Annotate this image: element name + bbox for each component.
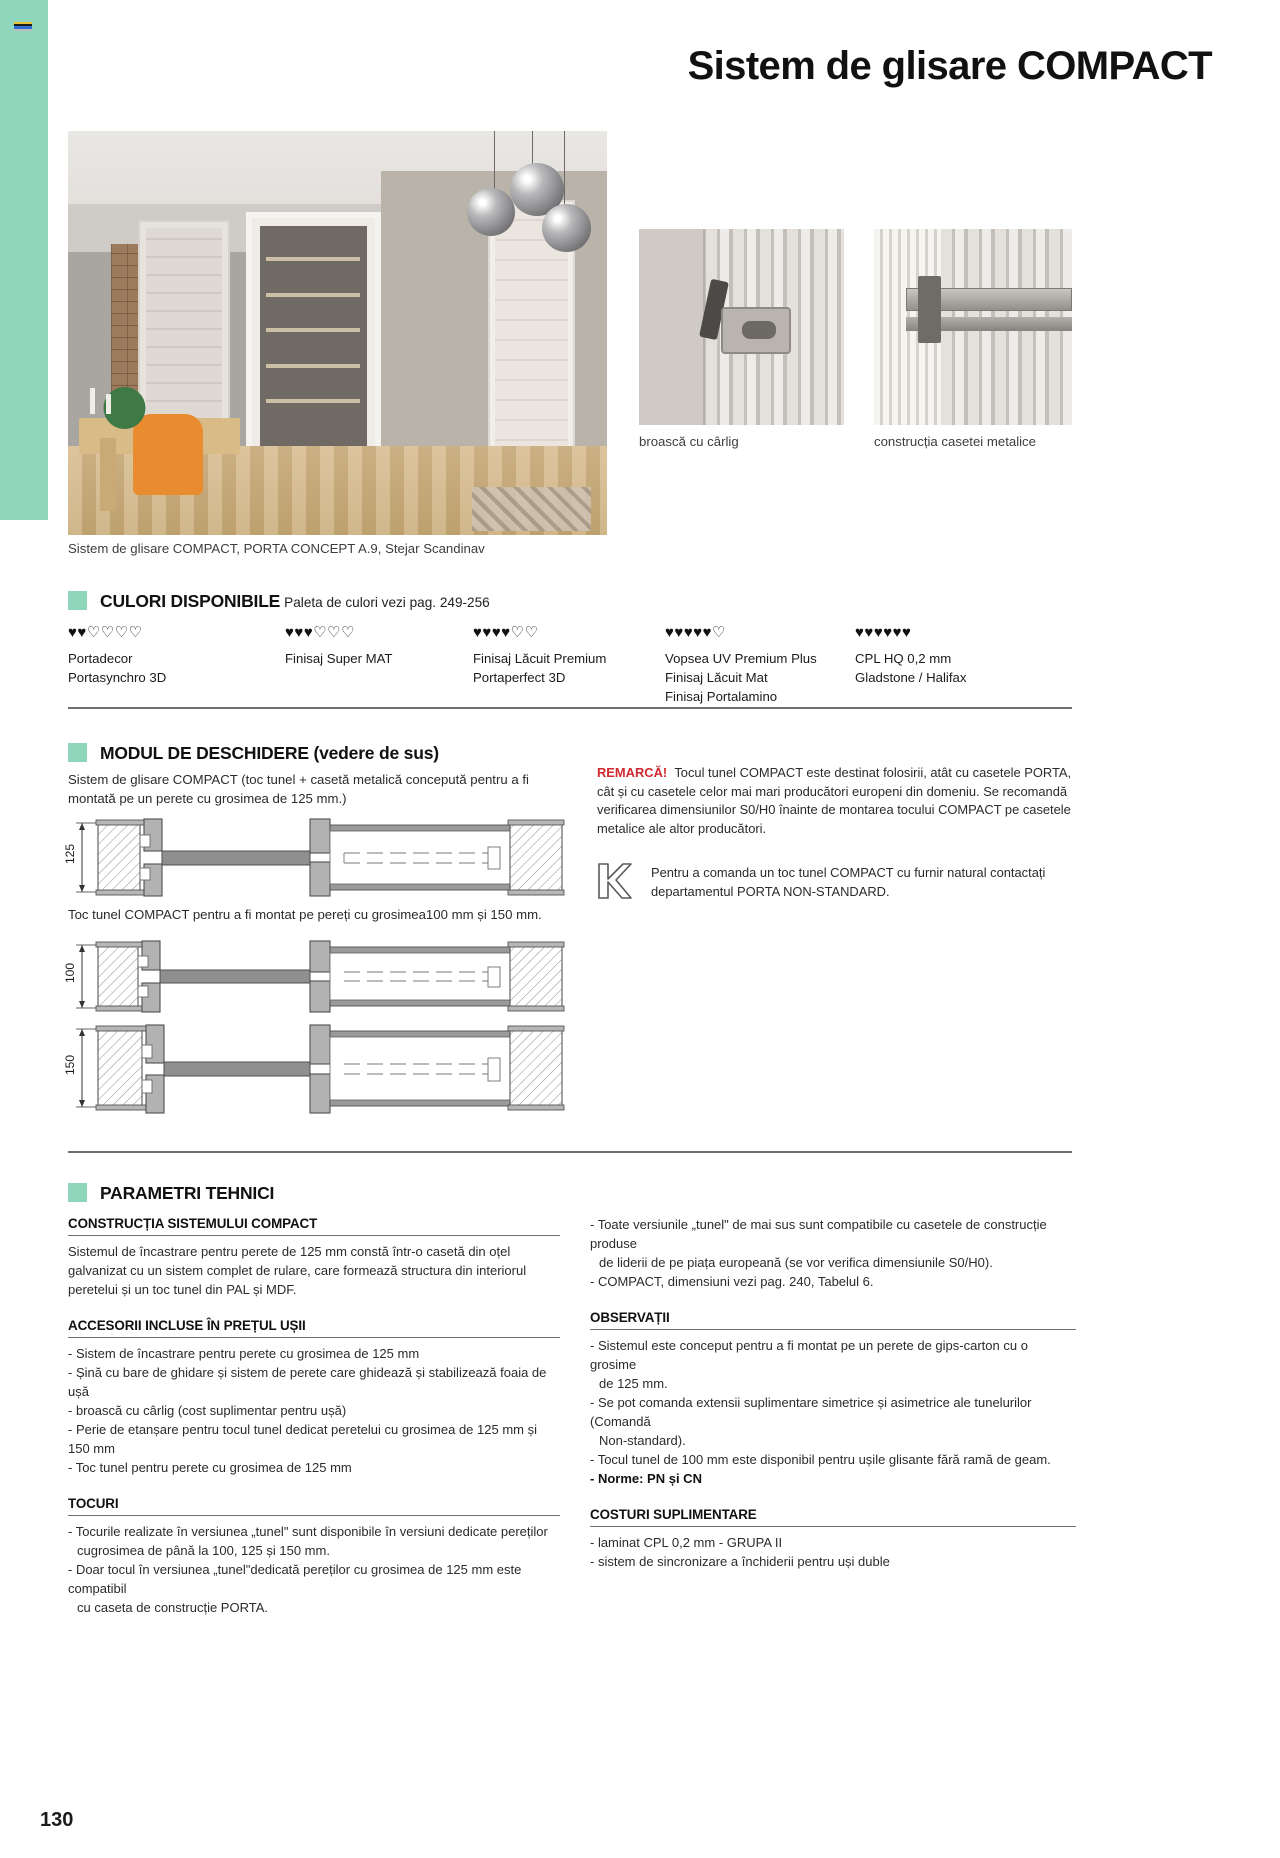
heart-rating: ♥♥♡♡♡♡ (68, 624, 143, 641)
tech-list-item: - laminat CPL 0,2 mm - GRUPA II (590, 1534, 783, 1550)
color-name: Portadecor (68, 651, 133, 666)
color-name: Finisaj Portalamino (665, 689, 778, 705)
color-name: Finisaj Lăcuit Mat (665, 670, 768, 686)
divider-after-colors (68, 707, 1072, 709)
color-group (68, 625, 166, 687)
tech-list (590, 1216, 1076, 1292)
tech-block (68, 1216, 560, 1300)
detail-caption-cassette: construcția casetei metalice (874, 434, 1036, 449)
color-group-names (473, 649, 606, 687)
divider-before-tech (68, 1151, 1072, 1153)
k-note (597, 862, 1077, 901)
section-side-tab (0, 0, 48, 520)
heart-rating: ♥♥♥♡♡♡ (285, 624, 356, 641)
dimension-label-150: 150 (63, 1054, 78, 1076)
remark-note (597, 764, 1077, 838)
tech-list-item: cugrosimea de până la 100, 125 și 150 mm. (77, 1542, 330, 1558)
heart-rating: ♥♥♥♥♡♡ (473, 624, 539, 641)
letter-k-icon (597, 862, 633, 900)
color-group-names (855, 649, 966, 687)
section-marker-icon (68, 591, 87, 610)
dimension-label-125: 125 (63, 843, 78, 865)
k-note-text: Pentru a comanda un toc tunel COMPACT cu furnir natural contactați departamentul PORTA NON-STANDARD. (651, 865, 1046, 899)
hero-photo (68, 131, 607, 535)
diagram-100 (63, 938, 580, 1021)
color-group (855, 625, 966, 687)
tech-list (590, 1534, 1076, 1572)
tech-block (68, 1318, 560, 1478)
tech-list (68, 1345, 560, 1478)
color-name: CPL HQ 0,2 mm (855, 651, 952, 666)
tech-block (68, 1496, 560, 1618)
remark-label: REMARCĂ! (597, 765, 668, 780)
tech-block (590, 1507, 1076, 1572)
hero-caption: Sistem de glisare COMPACT, PORTA CONCEPT A.9, Stejar Scandinav (68, 541, 485, 556)
opening-section-heading (68, 740, 439, 764)
color-name: Finisaj Super MAT (285, 651, 393, 666)
opening-middle-text: Toc tunel COMPACT pentru a fi montat pe pereți cu grosimea100 mm și 150 mm. (68, 907, 542, 922)
tech-list-item: - Șină cu bare de ghidare și sistem de perete care ghidează și stabilizează foaia de ușă (68, 1364, 547, 1399)
tech-block-heading: CONSTRUCȚIA SISTEMULUI COMPACT (68, 1216, 560, 1236)
detail-photo-lock (639, 229, 844, 425)
remark-text: Tocul tunel COMPACT este destinat folosirii, atât cu casetele PORTA, cât și cu casetele celor mai mari producători europeni din domeniu. Se recomandă verificarea dimensiunilor S0/H0 înainte de montarea tocului COMPACT pe casetele metalice ale altor producători. (597, 765, 1072, 836)
color-name: Portaperfect 3D (473, 670, 566, 686)
tech-paragraph: Sistemul de încastrare pentru perete de 125 mm constă într-o casetă din oțel galvanizat cu un sistem complet de rulare, care formează structura din interiorul peretelui și un toc tunel din PAL și MDF. (68, 1244, 527, 1297)
detail-photo-cassette (874, 229, 1072, 425)
section-marker-icon (68, 743, 87, 762)
tech-list-item: - broască cu cârlig (cost suplimentar pentru ușă) (68, 1402, 347, 1418)
colors-section-heading (68, 588, 490, 612)
tech-list-item: - Norme: PN și CN (590, 1470, 702, 1486)
tech-left-column (68, 1216, 560, 1636)
tech-list-item: - Toate versiunile „tunel" de mai sus sunt compatibile cu casetele de construcție produse (590, 1217, 1047, 1251)
page-title: Sistem de glisare COMPACT (687, 44, 1212, 88)
opening-intro-text: Sistem de glisare COMPACT (toc tunel + casetă metalică concepută pentru a fi montată pe un perete cu grosimea de 125 mm.) (68, 772, 529, 806)
tech-list (590, 1337, 1076, 1489)
color-name: Finisaj Lăcuit Premium (473, 651, 607, 666)
color-name: Gladstone / Halifax (855, 670, 967, 686)
heart-rating: ♥♥♥♥♥♡ (665, 624, 726, 641)
color-name: Vopsea UV Premium Plus (665, 651, 817, 666)
opening-section-title: MODUL DE DESCHIDERE (vedere de sus) (100, 743, 439, 763)
color-group-names (285, 649, 392, 668)
tech-section-title: PARAMETRI TEHNICI (100, 1183, 275, 1203)
tech-block (590, 1310, 1076, 1489)
colors-section-title: CULORI DISPONIBILE (100, 591, 281, 611)
tech-list-item: - Perie de etanșare pentru tocul tunel dedicat peretelui cu grosimea de 125 mm și 150 mm (68, 1421, 537, 1456)
dimension-label-100: 100 (63, 962, 78, 984)
page-number: 130 (40, 1809, 74, 1831)
tech-list-item: - Sistem de încastrare pentru perete cu grosimea de 125 mm (68, 1345, 420, 1361)
tech-list-item: - Toc tunel pentru perete cu grosimea de 125 mm (68, 1459, 352, 1475)
flag-icon (14, 22, 32, 33)
tech-list-item: Non-standard). (599, 1432, 686, 1448)
heart-rating: ♥♥♥♥♥♥ (855, 624, 912, 641)
tech-right-column (590, 1216, 1076, 1590)
tech-block-heading: OBSERVAȚII (590, 1310, 1076, 1330)
tech-list (68, 1523, 560, 1618)
colors-section-subtitle: Paleta de culori vezi pag. 249-256 (284, 595, 490, 610)
detail-caption-lock: broască cu cârlig (639, 434, 739, 449)
tech-list-item: - Tocurile realizate în versiunea „tunel" sunt disponibile în versiuni dedicate pereților (68, 1523, 548, 1539)
tech-list-item: - Sistemul este conceput pentru a fi montat pe un perete de gips-carton cu o grosime (590, 1337, 1028, 1372)
tech-list-item: cu caseta de construcție PORTA. (77, 1599, 268, 1615)
tech-block-heading: COSTURI SUPLIMENTARE (590, 1507, 1076, 1527)
tech-block-heading: TOCURI (68, 1496, 560, 1516)
tech-list-item: - Doar tocul în versiunea „tunel"dedicată pereților cu grosimea de 125 mm este compatibil (68, 1561, 522, 1596)
tech-block-heading: ACCESORII INCLUSE ÎN PREȚUL UȘII (68, 1318, 560, 1338)
section-marker-icon (68, 1183, 87, 1202)
diagram-125 (63, 815, 580, 905)
tech-block (590, 1216, 1076, 1292)
tech-list-item: de 125 mm. (599, 1375, 668, 1391)
tech-list-item: - Se pot comanda extensii suplimentare simetrice și asimetrice ale tunelurilor (Comandă (590, 1394, 1032, 1429)
color-group-names (68, 649, 166, 687)
tech-list-item: - Tocul tunel de 100 mm este disponibil pentru ușile glisante fără ramă de geam. (590, 1451, 1051, 1467)
color-group (665, 625, 817, 706)
color-group (285, 625, 392, 668)
tech-section-heading (68, 1180, 274, 1204)
color-group (473, 625, 606, 687)
color-name: Portasynchro 3D (68, 670, 167, 686)
tech-list-item: - sistem de sincronizare a închiderii pentru uși duble (590, 1553, 890, 1569)
tech-list-item: - COMPACT, dimensiuni vezi pag. 240, Tabelul 6. (590, 1273, 874, 1289)
color-group-names (665, 649, 817, 706)
diagram-150 (63, 1021, 580, 1121)
tech-list-item: de liderii de pe piața europeană (se vor verifica dimensiunile S0/H0). (599, 1254, 993, 1270)
